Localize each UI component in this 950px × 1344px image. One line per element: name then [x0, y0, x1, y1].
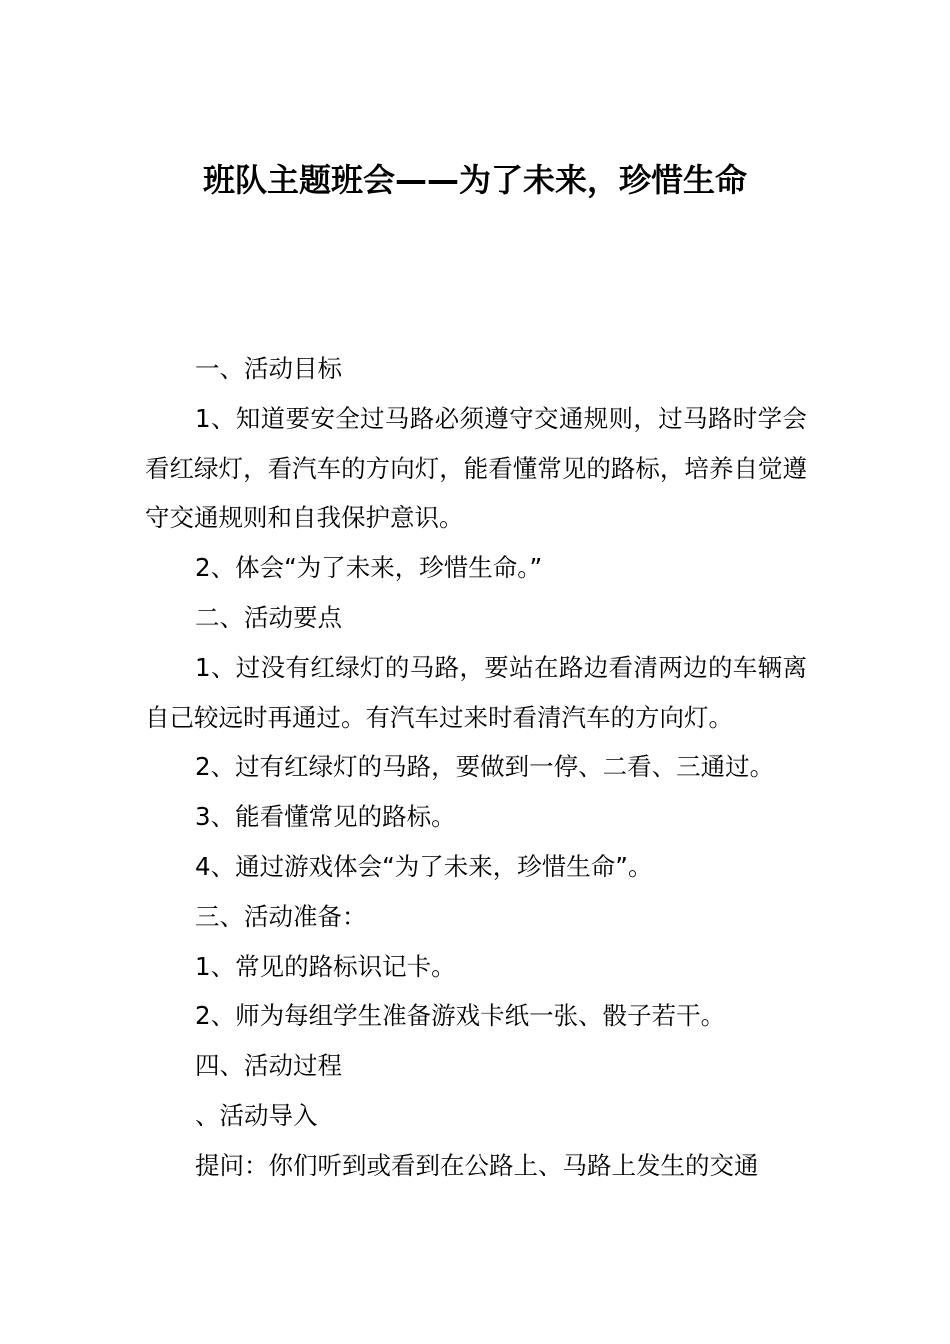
heading-activity-goals: 一、活动目标 [195, 354, 342, 383]
process-question: 提问：你们听到或看到在公路上、马路上发生的交通 [195, 1150, 759, 1180]
preparation-item-2: 2、师为每组学生准备游戏卡纸一张、骰子若干。 [195, 1001, 726, 1031]
document-body [145, 344, 807, 1191]
point-item-4: 4、通过游戏体会“为了未来，珍惜生命”。 [195, 851, 653, 881]
document-title: 班队主题班会——为了未来，珍惜生命 [202, 161, 747, 199]
goal-item-1: 1、知道要安全过马路必须遵守交通规则，过马路时学会看红绿灯，看汽车的方向灯，能看懂常见的路标，培养自觉遵守交通规则和自我保护意识。 [145, 403, 807, 533]
point-item-1: 1、过没有红绿灯的马路，要站在路边看清两边的车辆离自己较远时再通过。有汽车过来时看清汽车的方向灯。 [145, 652, 807, 732]
goal-item-2: 2、体会“为了未来，珍惜生命。” [195, 553, 543, 583]
heading-activity-preparation: 三、活动准备： [195, 901, 367, 931]
preparation-item-1: 1、常见的路标识记卡。 [195, 951, 456, 981]
point-item-2: 2、过有红绿灯的马路，要做到一停、二看、三通过。 [195, 752, 775, 782]
heading-activity-process: 四、活动过程 [195, 1051, 342, 1081]
process-subheading: 、活动导入 [195, 1100, 318, 1130]
point-item-3: 3、能看懂常见的路标。 [195, 802, 456, 832]
heading-activity-points: 二、活动要点 [195, 602, 342, 632]
